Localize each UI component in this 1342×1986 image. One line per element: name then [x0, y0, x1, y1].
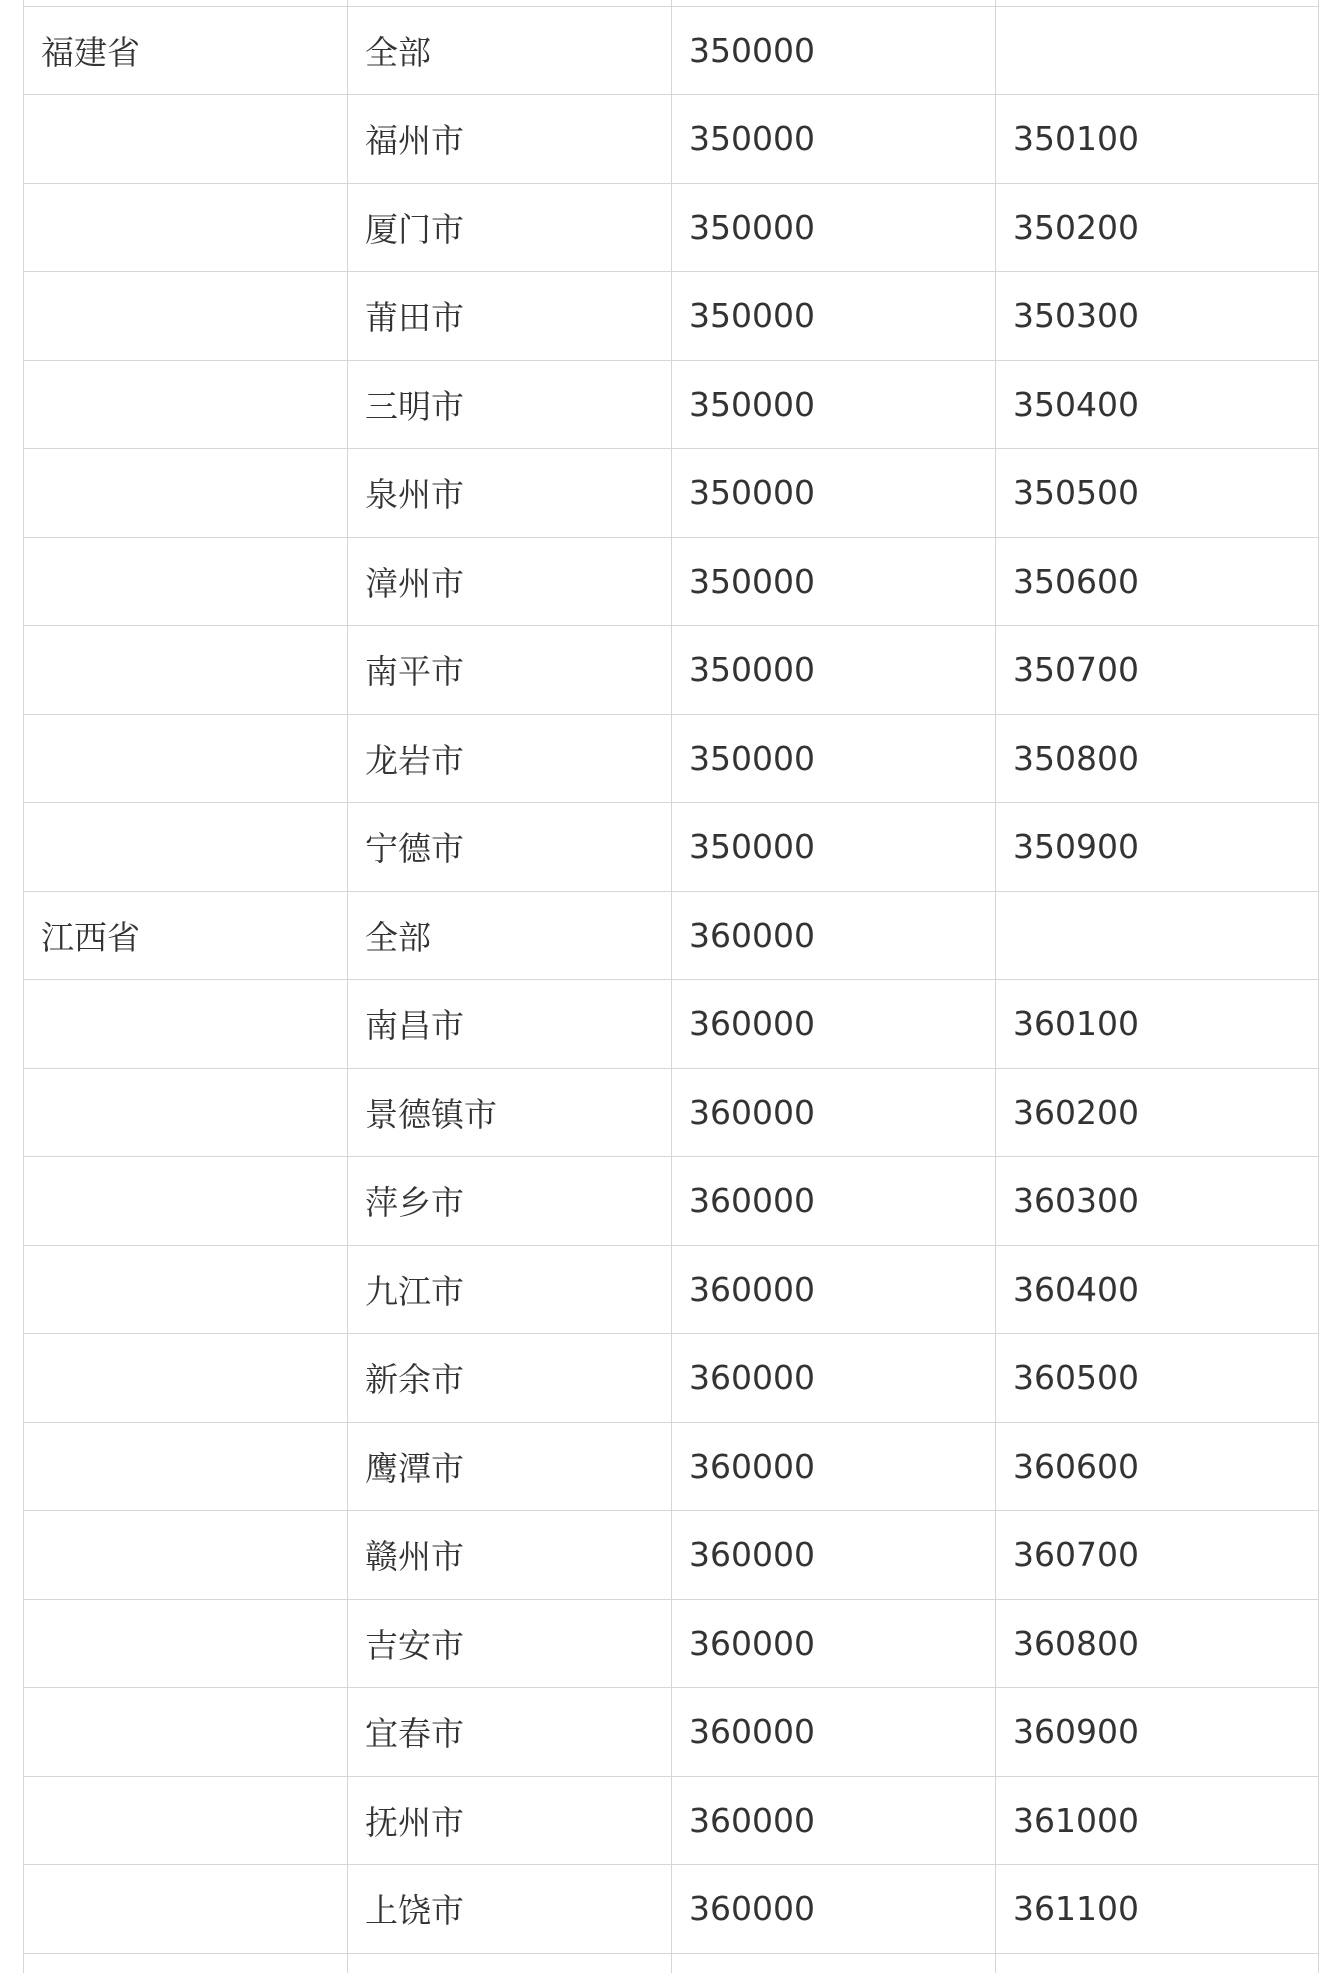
- province-code-cell: 360000: [672, 1599, 996, 1688]
- city-code-cell: 350900: [996, 803, 1319, 892]
- city-code-cell: 350300: [996, 272, 1319, 361]
- region-cell: 抚州市: [348, 1776, 672, 1865]
- province-cell: [24, 272, 348, 361]
- region-cell: 三明市: [348, 360, 672, 449]
- table-row: [24, 6, 1319, 95]
- table-cell: [672, 1953, 996, 1973]
- table-row: [24, 1599, 1319, 1688]
- province-code-cell: 350000: [672, 95, 996, 184]
- province-code-cell: 360000: [672, 1245, 996, 1334]
- province-cell: [24, 183, 348, 272]
- province-code-cell: 350000: [672, 537, 996, 626]
- city-code-cell: 360500: [996, 1334, 1319, 1423]
- province-cell: [24, 1068, 348, 1157]
- province-cell: [24, 980, 348, 1069]
- province-code-cell: 360000: [672, 891, 996, 980]
- province-cell: [24, 714, 348, 803]
- region-cell: 漳州市: [348, 537, 672, 626]
- table-row: [24, 360, 1319, 449]
- table-row: [24, 1422, 1319, 1511]
- region-cell: 全部: [348, 6, 672, 95]
- city-code-cell: [996, 891, 1319, 980]
- province-code-cell: 350000: [672, 714, 996, 803]
- table-row: [24, 1511, 1319, 1600]
- province-cell: [24, 360, 348, 449]
- region-cell: 景德镇市: [348, 1068, 672, 1157]
- province-cell: [24, 1511, 348, 1600]
- table-row: [24, 980, 1319, 1069]
- city-code-cell: 360700: [996, 1511, 1319, 1600]
- region-cell: 全部: [348, 891, 672, 980]
- city-code-cell: 360300: [996, 1157, 1319, 1246]
- region-cell: 萍乡市: [348, 1157, 672, 1246]
- province-code-cell: 360000: [672, 980, 996, 1069]
- province-cell: [24, 626, 348, 715]
- province-cell: [24, 1422, 348, 1511]
- region-cell: 吉安市: [348, 1599, 672, 1688]
- province-code-cell: 350000: [672, 360, 996, 449]
- table-row: [24, 1157, 1319, 1246]
- city-code-cell: 350100: [996, 95, 1319, 184]
- province-code-cell: 360000: [672, 1334, 996, 1423]
- city-code-cell: 360100: [996, 980, 1319, 1069]
- table-row: [24, 1334, 1319, 1423]
- region-cell: 南平市: [348, 626, 672, 715]
- table-row: [24, 714, 1319, 803]
- table-row: [24, 449, 1319, 538]
- province-code-cell: 360000: [672, 1068, 996, 1157]
- city-code-cell: 361000: [996, 1776, 1319, 1865]
- table-row: [24, 272, 1319, 361]
- city-code-cell: 360800: [996, 1599, 1319, 1688]
- province-code-cell: 360000: [672, 1422, 996, 1511]
- province-cell: [24, 803, 348, 892]
- province-code-cell: 360000: [672, 1865, 996, 1954]
- province-code-cell: 350000: [672, 183, 996, 272]
- province-cell: [24, 537, 348, 626]
- table-row: [24, 1865, 1319, 1954]
- region-cell: 宁德市: [348, 803, 672, 892]
- region-code-table-container: [23, 0, 1318, 1973]
- province-cell: [24, 1334, 348, 1423]
- province-cell: [24, 1157, 348, 1246]
- table-row-partial-bottom: [24, 1953, 1319, 1973]
- region-cell: 上饶市: [348, 1865, 672, 1954]
- province-code-cell: 350000: [672, 449, 996, 538]
- region-cell: 赣州市: [348, 1511, 672, 1600]
- table-row: [24, 626, 1319, 715]
- table-row: [24, 183, 1319, 272]
- province-cell: [24, 1776, 348, 1865]
- city-code-cell: 360900: [996, 1688, 1319, 1777]
- region-cell: 南昌市: [348, 980, 672, 1069]
- province-cell: [24, 95, 348, 184]
- table-row: [24, 1776, 1319, 1865]
- region-cell: 泉州市: [348, 449, 672, 538]
- region-code-table: [23, 0, 1319, 1973]
- table-row: [24, 95, 1319, 184]
- city-code-cell: 360400: [996, 1245, 1319, 1334]
- table-row: [24, 803, 1319, 892]
- province-code-cell: 350000: [672, 626, 996, 715]
- table-cell: [996, 1953, 1319, 1973]
- table-cell: [348, 1953, 672, 1973]
- city-code-cell: 350200: [996, 183, 1319, 272]
- table-row: [24, 891, 1319, 980]
- region-cell: 厦门市: [348, 183, 672, 272]
- province-cell: [24, 1245, 348, 1334]
- city-code-cell: 361100: [996, 1865, 1319, 1954]
- city-code-cell: 350500: [996, 449, 1319, 538]
- province-code-cell: 350000: [672, 272, 996, 361]
- province-code-cell: 360000: [672, 1776, 996, 1865]
- province-code-cell: 350000: [672, 803, 996, 892]
- region-cell: 鹰潭市: [348, 1422, 672, 1511]
- table-row: [24, 1245, 1319, 1334]
- province-code-cell: 360000: [672, 1511, 996, 1600]
- city-code-cell: 360200: [996, 1068, 1319, 1157]
- province-cell: [24, 1865, 348, 1954]
- province-cell: 江西省: [24, 891, 348, 980]
- table-row: [24, 537, 1319, 626]
- city-code-cell: 350600: [996, 537, 1319, 626]
- province-code-cell: 360000: [672, 1688, 996, 1777]
- table-row: [24, 1068, 1319, 1157]
- province-cell: [24, 1688, 348, 1777]
- province-cell: [24, 449, 348, 538]
- province-code-cell: 360000: [672, 1157, 996, 1246]
- region-cell: 新余市: [348, 1334, 672, 1423]
- province-cell: [24, 1599, 348, 1688]
- city-code-cell: 350400: [996, 360, 1319, 449]
- region-cell: 宜春市: [348, 1688, 672, 1777]
- province-code-cell: 350000: [672, 6, 996, 95]
- region-cell: 福州市: [348, 95, 672, 184]
- table-body: [24, 0, 1319, 1973]
- city-code-cell: 350700: [996, 626, 1319, 715]
- table-cell: [24, 1953, 348, 1973]
- region-cell: 莆田市: [348, 272, 672, 361]
- city-code-cell: 360600: [996, 1422, 1319, 1511]
- city-code-cell: 350800: [996, 714, 1319, 803]
- region-cell: 龙岩市: [348, 714, 672, 803]
- province-cell: 福建省: [24, 6, 348, 95]
- city-code-cell: [996, 6, 1319, 95]
- table-row: [24, 1688, 1319, 1777]
- region-cell: 九江市: [348, 1245, 672, 1334]
